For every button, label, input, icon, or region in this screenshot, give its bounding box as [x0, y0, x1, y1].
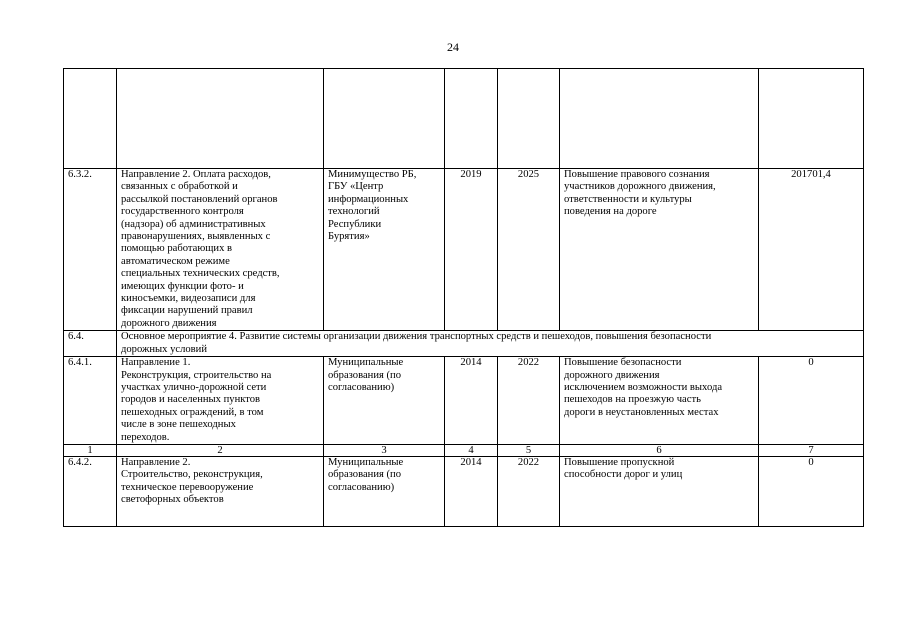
measures-table [63, 68, 864, 527]
table-row-section [64, 331, 864, 357]
item-result: Повышение правового сознания участников дорожного движения, ответственности и культуры поведения на дороге [560, 169, 759, 331]
table-cell [445, 69, 498, 169]
item-executor: Муниципальные образования (по согласованию) [324, 456, 445, 526]
item-result: Повышение безопасности дорожного движения исключением возможности выхода пешеходов на проезжую часть дороги в неустановленных местах [560, 357, 759, 445]
column-number: 7 [759, 444, 864, 456]
column-number: 5 [498, 444, 560, 456]
item-start-year: 2019 [445, 169, 498, 331]
table-row [64, 456, 864, 526]
table-cell [324, 69, 445, 169]
table-cell [117, 69, 324, 169]
table-row [64, 169, 864, 331]
item-number: 6.3.2. [64, 169, 117, 331]
item-direction: Направление 2. Строительство, реконструкция, техническое перевооружение светофорных объектов [117, 456, 324, 526]
item-end-year: 2025 [498, 169, 560, 331]
item-value: 0 [759, 456, 864, 526]
item-executor: Минимущество РБ, ГБУ «Центр информационных технологий Республики Бурятия» [324, 169, 445, 331]
table-cell [560, 69, 759, 169]
item-value: 0 [759, 357, 864, 445]
table-cell [498, 69, 560, 169]
page-number: 24 [447, 40, 459, 54]
item-number: 6.4.2. [64, 456, 117, 526]
item-end-year: 2022 [498, 456, 560, 526]
item-end-year: 2022 [498, 357, 560, 445]
item-value: 201701,4 [759, 169, 864, 331]
column-number: 1 [64, 444, 117, 456]
column-number: 3 [324, 444, 445, 456]
table-cell [759, 69, 864, 169]
item-result: Повышение пропускной способности дорог и улиц [560, 456, 759, 526]
column-numbering-row [64, 444, 864, 456]
column-number: 6 [560, 444, 759, 456]
item-start-year: 2014 [445, 357, 498, 445]
item-direction: Направление 1. Реконструкция, строительство на участках улично-дорожной сети городов и населенных пунктов пешеходных ограждений, в том числе в зоне пешеходных переходов. [117, 357, 324, 445]
section-title: Основное мероприятие 4. Развитие системы организации движения транспортных средств и пешеходов, повышения безопасности дорожных условий [117, 331, 864, 357]
column-number: 2 [117, 444, 324, 456]
section-number: 6.4. [64, 331, 117, 357]
item-executor: Муниципальные образования (по согласованию) [324, 357, 445, 445]
item-direction: Направление 2. Оплата расходов, связанных с обработкой и рассылкой постановлений органов государственного контроля (надзора) об административных правонарушениях, выявленных с помощью работающих в автоматическом режиме специальных технических средств, имеющих функции фото- и киносъемки, видеозаписи для фиксации нарушений правил дорожного движения [117, 169, 324, 331]
table-row [64, 357, 864, 445]
table-row-blank [64, 69, 864, 169]
table-cell [64, 69, 117, 169]
column-number: 4 [445, 444, 498, 456]
item-start-year: 2014 [445, 456, 498, 526]
item-number: 6.4.1. [64, 357, 117, 445]
